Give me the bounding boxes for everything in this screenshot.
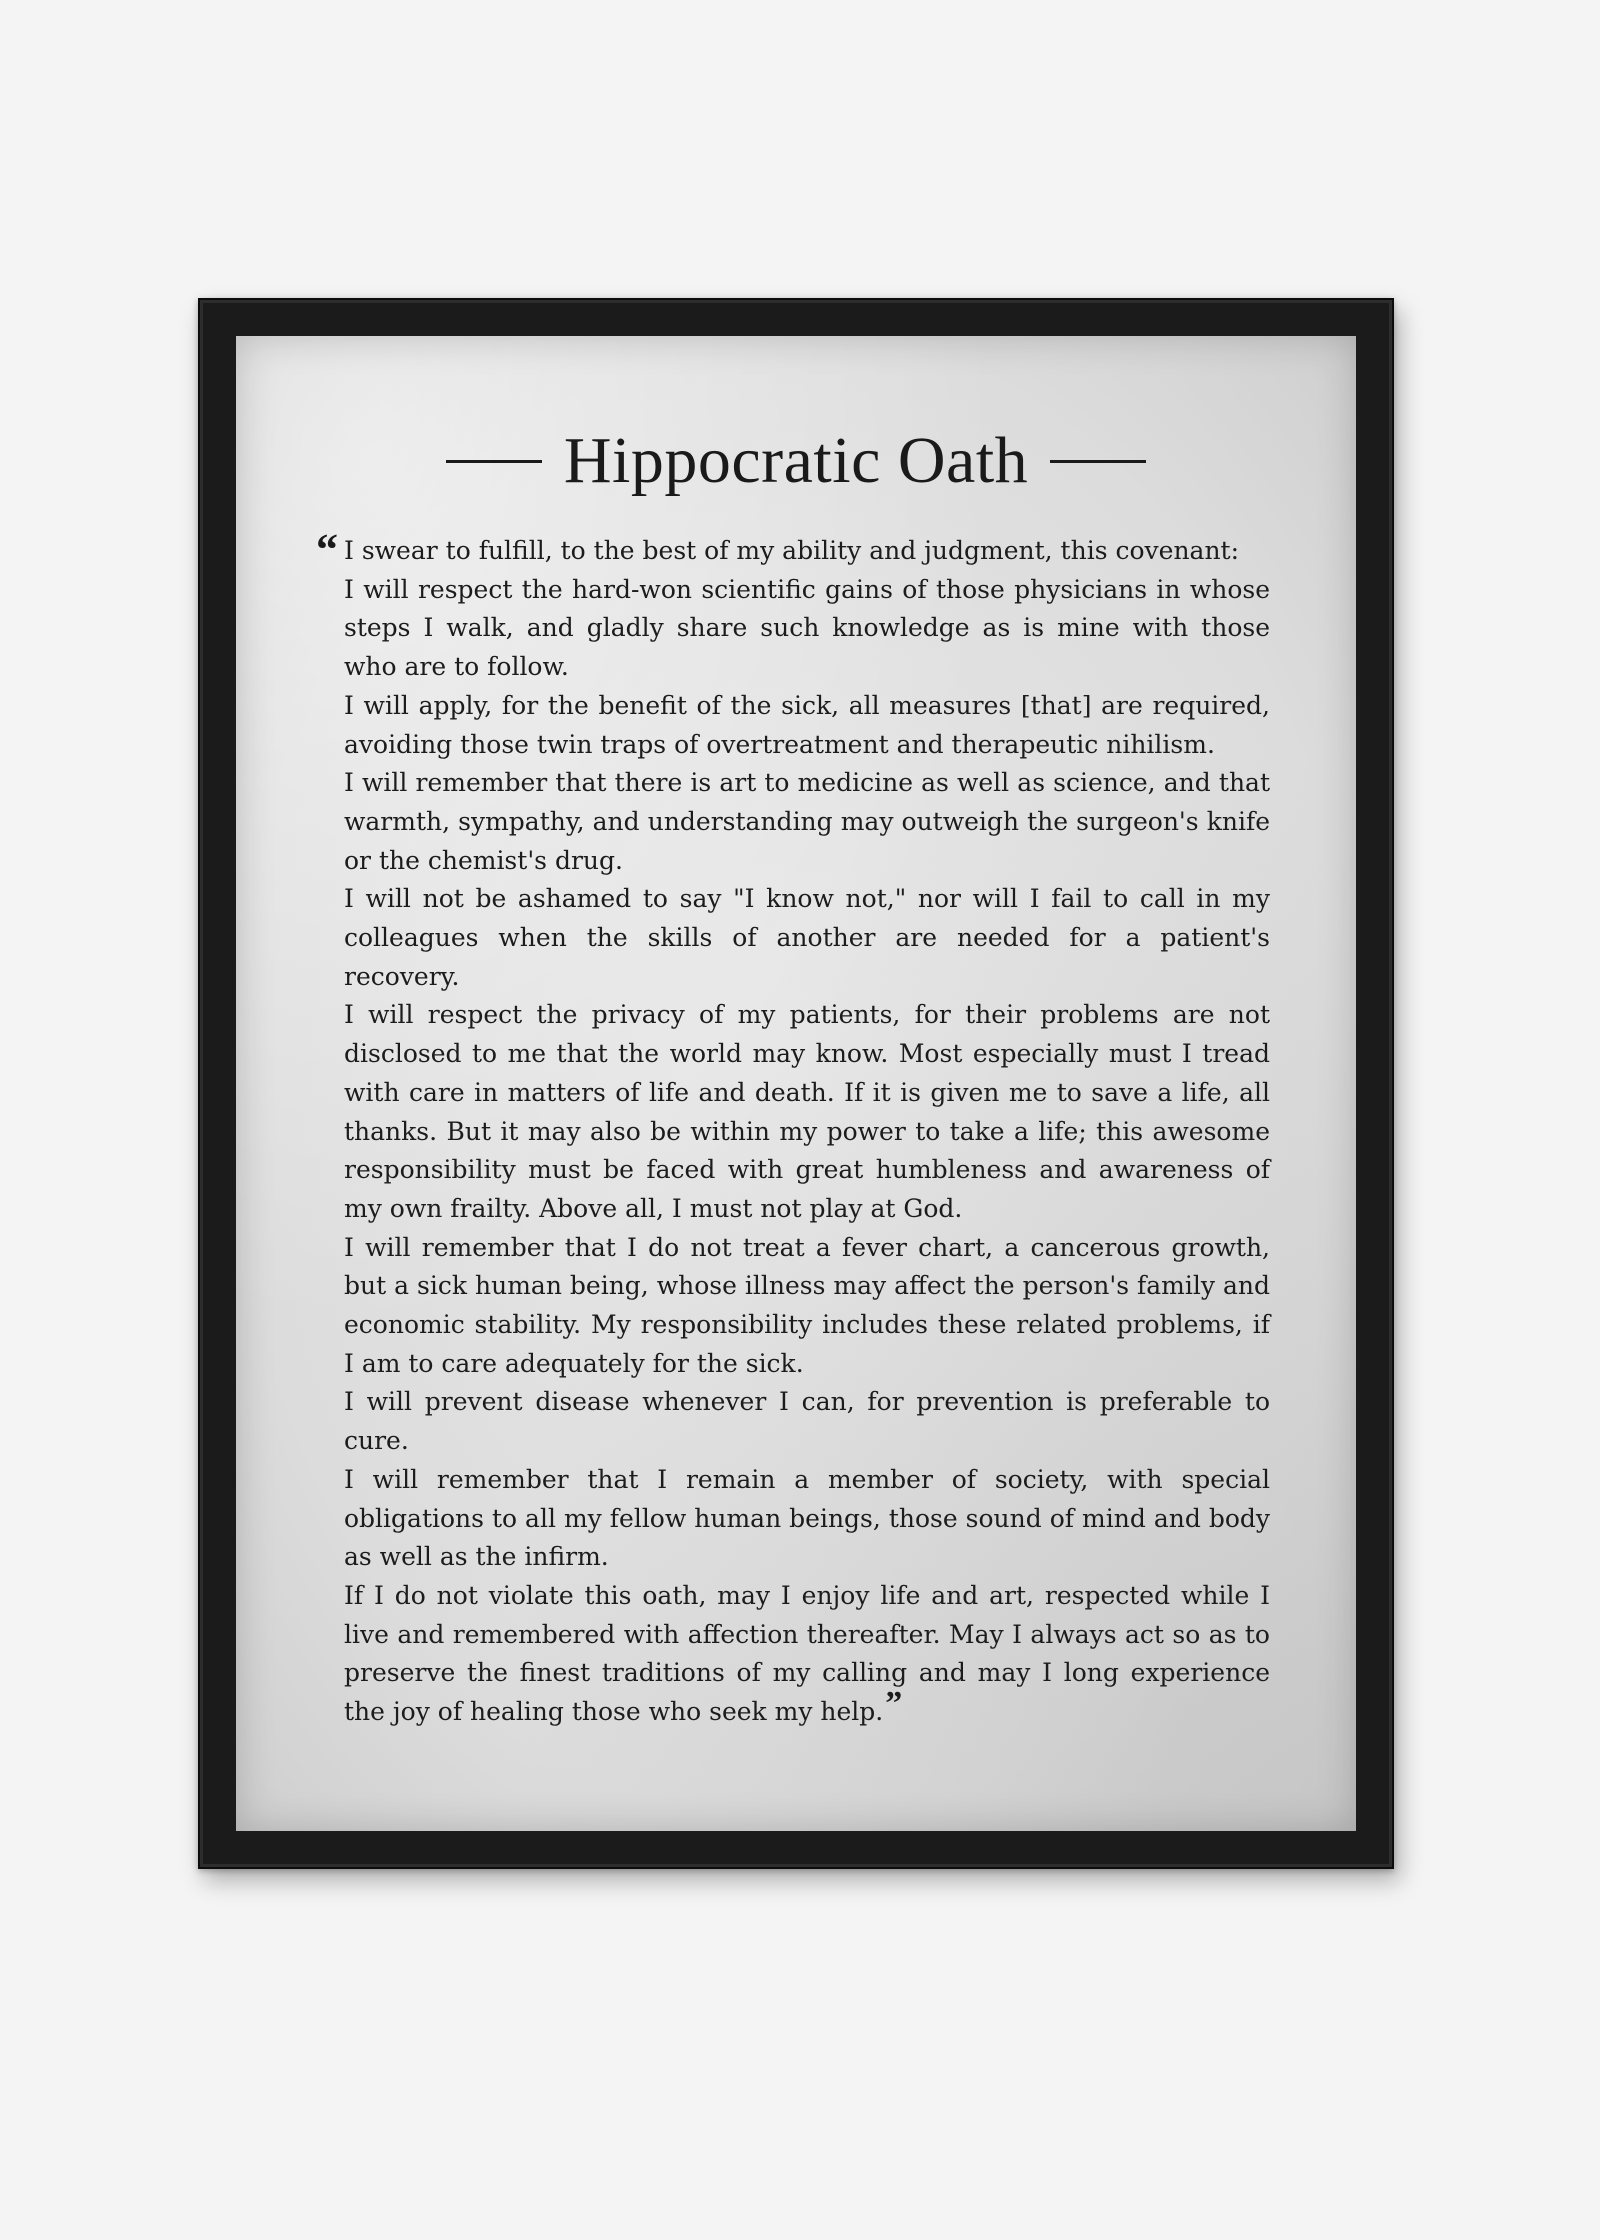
oath-paragraph: I will prevent disease whenever I can, for prevention is preferable to cure. [344,1387,1270,1456]
oath-paragraph: I will apply, for the benefit of the sick, all measures [that] are required, avoiding those twin traps of overtreatment and therapeutic nihilism. [344,690,1270,759]
title-dash-right [1050,460,1146,463]
title-row [236,416,1356,506]
poster-paper [236,336,1356,1831]
open-quote-mark: “ [316,525,338,574]
poster-frame [198,298,1394,1869]
close-quote-mark: ” [885,1685,903,1723]
oath-paragraph-final [344,1577,1270,1732]
title-dash-left [446,460,542,463]
oath-paragraph: I swear to fulfill, to the best of my ability and judgment, this covenant: [344,536,1240,565]
oath-paragraph: I will remember that I do not treat a fever chart, a cancerous growth, but a sick human being, whose illness may affect the person's family and economic stability. My responsibility includes these related problems, if I am to care adequately for the sick. [344,1232,1270,1378]
oath-paragraph: I will respect the privacy of my patients, for their problems are not disclosed to me that the world may know. Most especially must I tread with care in matters of life and death. If it is given me to save a life, all thanks. But it may also be within my power to take a life; this awesome responsibility must be faced with great humbleness and awareness of my own frailty. Above all, I must not play at God. [344,1000,1270,1223]
oath-text [344,532,1270,1732]
oath-paragraph-final-text: If I do not violate this oath, may I enjoy life and art, respected while I live and remembered with affection thereafter. May I always act so as to preserve the finest traditions of my calling and may I long experience the joy of healing those who seek my help. [344,1580,1270,1727]
poster-title: Hippocratic Oath [563,424,1029,497]
oath-paragraph: I will respect the hard-won scientific gains of those physicians in whose steps I walk, and gladly share such knowledge as is mine with those who are to follow. [344,574,1270,682]
oath-paragraph: I will remember that there is art to medicine as well as science, and that warmth, sympathy, and understanding may outweigh the surgeon's knife or the chemist's drug. [344,768,1270,875]
oath-paragraph: I will remember that I remain a member of society, with special obligations to all my fellow human beings, those sound of mind and body as well as the infirm. [344,1464,1270,1572]
oath-paragraph: I will not be ashamed to say "I know not," nor will I fail to call in my colleagues when the skills of another are needed for a patient's recovery. [344,884,1270,991]
